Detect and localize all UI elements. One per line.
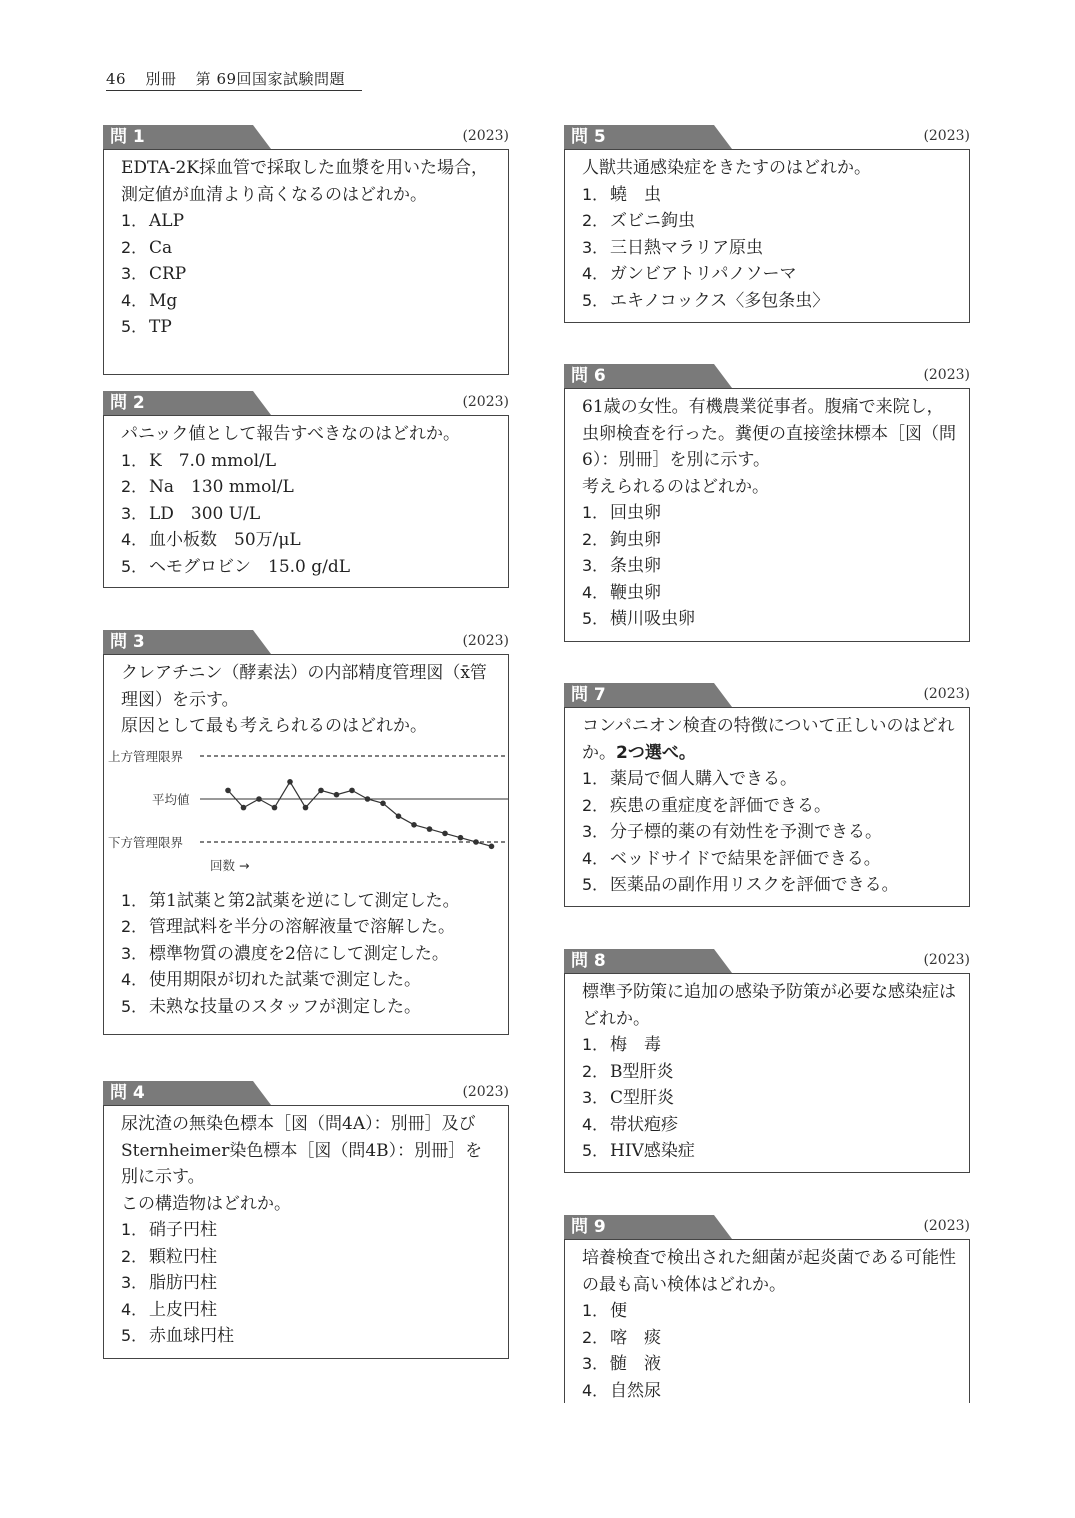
answer-option-1[interactable]: 1． 第1試薬と第2試薬を逆にして測定した。 [121, 890, 460, 911]
answer-option-2[interactable]: 2． Na 130 mmol/L [121, 477, 294, 497]
data-point-4 [272, 804, 278, 810]
question-year: (2023) [923, 128, 970, 144]
question-label: 問 7 [571, 685, 606, 705]
question-year: (2023) [923, 367, 970, 383]
header-section: 別冊 [145, 70, 177, 88]
answer-option-2[interactable]: 2． 鉤虫卵 [582, 529, 661, 550]
answer-option-3[interactable]: 3． 条虫卵 [582, 556, 661, 576]
answer-option-1[interactable]: 1． K 7.0 mmol/L [121, 450, 277, 471]
answer-option-4[interactable]: 4． 帯状疱疹 [582, 1114, 678, 1135]
data-point-10 [365, 796, 371, 802]
answer-option-1[interactable]: 1． 便 [582, 1301, 627, 1321]
question-stem-line-2: この構造物はどれか。 [121, 1193, 291, 1214]
answer-option-4[interactable]: 4． ガンビアトリパノソーマ [582, 264, 797, 284]
data-point-1 [225, 787, 231, 793]
question-body [564, 1239, 970, 1403]
question-stem: 標準予防策に追加の感染予防策が必要な感染症はどれか。 [582, 982, 956, 1029]
data-point-17 [473, 839, 479, 845]
answer-option-5[interactable]: 5． 横川吸虫卵 [582, 609, 695, 629]
question-header [564, 683, 970, 707]
data-point-11 [380, 800, 386, 806]
question-stem: クレアチニン（酵素法）の内部精度管理図（x̄管理図）を示す。 [121, 663, 487, 710]
question-header [564, 1215, 970, 1239]
answer-option-3[interactable]: 3． 標準物質の濃度を2倍にして測定した。 [121, 943, 449, 964]
data-point-15 [442, 830, 448, 836]
answer-option-4[interactable]: 4． ベッドサイドで結果を評価できる。 [582, 848, 881, 869]
data-point-5 [287, 779, 293, 785]
question-label: 問 3 [110, 632, 145, 652]
answer-option-4[interactable]: 4． 自然尿 [582, 1380, 661, 1401]
upper-limit-label: 上方管理限界 [108, 748, 184, 764]
data-point-18 [489, 843, 495, 849]
question-6 [564, 364, 970, 642]
question-year: (2023) [462, 633, 509, 649]
answer-option-5[interactable]: 5． 未熟な技量のスタッフが測定した。 [121, 996, 421, 1017]
question-stem-line-2: 原因として最も考えられるのはどれか。 [121, 716, 427, 736]
data-point-13 [411, 822, 417, 828]
question-body [103, 415, 509, 588]
data-point-14 [427, 826, 433, 832]
x-axis-label: 回数 → [210, 857, 250, 873]
question-8 [564, 949, 970, 1173]
answer-option-2[interactable]: 2． B型肝炎 [582, 1061, 674, 1082]
series-line [228, 781, 492, 846]
answer-option-4[interactable]: 4． 使用期限が切れた試薬で測定した。 [121, 970, 421, 990]
question-header [564, 364, 970, 388]
control-chart-svg [104, 748, 508, 880]
answer-option-4[interactable]: 4． Mg [121, 290, 178, 311]
question-body [564, 388, 970, 642]
data-points [225, 779, 494, 849]
question-header [103, 125, 509, 149]
question-year: (2023) [923, 1218, 970, 1234]
question-year: (2023) [923, 952, 970, 968]
question-5 [564, 125, 970, 323]
answer-option-2[interactable]: 2． 疾患の重症度を評価できる。 [582, 795, 831, 816]
question-stem-line-2: 考えられるのはどれか。 [582, 476, 769, 497]
data-point-3 [256, 796, 262, 802]
answer-option-5[interactable]: 5． 赤血球円柱 [121, 1326, 234, 1346]
answer-option-1[interactable]: 1． 硝子円柱 [121, 1220, 217, 1240]
answer-option-1[interactable]: 1． 薬局で個人購入できる。 [582, 769, 797, 789]
question-header [564, 949, 970, 973]
control-chart [104, 748, 508, 880]
select-two-instruction: 2つ選べ。 [616, 742, 696, 763]
question-stem: 人獣共通感染症をきたすのはどれか。 [582, 158, 871, 178]
answer-option-1[interactable]: 1． 蟯 虫 [582, 184, 661, 205]
answer-option-5[interactable]: 5． ヘモグロビン 15.0 g/dL [121, 556, 351, 577]
answer-option-3[interactable]: 3． 分子標的薬の有効性を予測できる。 [582, 822, 882, 842]
question-stem: EDTA-2K採血管で採取した血漿を用いた場合，測定値が血清より高くなるのはどれか。 [121, 158, 488, 205]
answer-option-3[interactable]: 3． 脂肪円柱 [121, 1273, 217, 1293]
question-body [564, 973, 970, 1173]
question-1 [103, 125, 509, 375]
question-year: (2023) [462, 128, 509, 144]
answer-option-3[interactable]: 3． LD 300 U/L [121, 503, 261, 524]
question-7 [564, 683, 970, 907]
data-point-9 [349, 787, 355, 793]
answer-option-4[interactable]: 4． 血小板数 50万/μL [121, 530, 301, 550]
answer-option-5[interactable]: 5． HIV感染症 [582, 1141, 695, 1161]
question-year: (2023) [923, 686, 970, 702]
data-point-6 [303, 804, 309, 810]
answer-option-1[interactable]: 1． ALP [121, 211, 185, 231]
question-stem: 61歳の女性。有機農業従事者。腹痛で来院し，虫卵検査を行った。糞便の直接塗抹標本［図（問6）：別冊］を別に示す。 [582, 397, 956, 470]
question-label: 問 8 [571, 951, 606, 971]
data-point-12 [396, 813, 402, 819]
answer-option-2[interactable]: 2． 管理試料を半分の溶解液量で溶解した。 [121, 917, 455, 937]
header-title: 第 69回国家試験問題 [195, 70, 346, 88]
question-year: (2023) [462, 394, 509, 410]
answer-option-3[interactable]: 3． 髄 液 [582, 1354, 661, 1374]
answer-option-1[interactable]: 1． 回虫卵 [582, 503, 661, 523]
question-3 [103, 630, 509, 1035]
question-body [103, 1105, 509, 1359]
question-label: 問 4 [110, 1083, 145, 1103]
question-stem [582, 713, 959, 766]
question-header [103, 630, 509, 654]
question-header [103, 391, 509, 415]
answer-option-2[interactable]: 2． ズビニ鉤虫 [582, 211, 695, 231]
question-4 [103, 1081, 509, 1359]
question-body [103, 149, 509, 375]
question-stem: 培養検査で検出された細菌が起炎菌である可能性の最も高い検体はどれか。 [582, 1248, 956, 1295]
question-year: (2023) [462, 1084, 509, 1100]
data-point-8 [334, 791, 340, 797]
answer-option-5[interactable]: 5． TP [121, 317, 172, 337]
question-stem: 尿沈渣の無染色標本［図（問4A）：別冊］及びSternheimer染色標本［図（問4B）：別冊］を別に示す。 [121, 1114, 483, 1187]
answer-option-5[interactable]: 5． 医薬品の副作用リスクを評価できる。 [582, 875, 899, 895]
answer-option-2[interactable]: 2． 喀 痰 [582, 1327, 661, 1348]
answer-option-3[interactable]: 3． CRP [121, 264, 187, 284]
data-point-16 [458, 834, 464, 840]
answer-option-2[interactable]: 2． Ca [121, 237, 173, 258]
answer-option-3[interactable]: 3． C型肝炎 [582, 1088, 675, 1108]
question-body [103, 654, 509, 1035]
data-point-2 [241, 804, 247, 810]
question-label: 問 6 [571, 366, 606, 386]
mean-label: 平均値 [152, 791, 190, 807]
question-header [103, 1081, 509, 1105]
lower-limit-label: 下方管理限界 [108, 834, 184, 850]
question-9 [564, 1215, 970, 1403]
page-header [106, 68, 362, 91]
question-2 [103, 391, 509, 588]
question-label: 問 1 [110, 127, 145, 147]
data-point-7 [318, 787, 324, 793]
answer-option-5[interactable]: 5． エキノコックス〈多包条虫〉 [582, 290, 830, 311]
answer-option-4[interactable]: 4． 鞭虫卵 [582, 582, 661, 603]
question-stem-text: コンパニオン検査の特徴について正しいのはどれか。 [582, 716, 955, 763]
question-label: 問 9 [571, 1217, 606, 1237]
answer-option-2[interactable]: 2． 顆粒円柱 [121, 1246, 217, 1267]
question-body [564, 149, 970, 323]
page-number: 46 [106, 70, 127, 88]
question-label: 問 2 [110, 393, 145, 413]
question-label: 問 5 [571, 127, 606, 147]
question-stem: パニック値として報告すべきなのはどれか。 [121, 424, 460, 444]
question-header [564, 125, 970, 149]
answer-option-4[interactable]: 4． 上皮円柱 [121, 1299, 217, 1320]
question-body [564, 707, 970, 907]
answer-option-3[interactable]: 3． 三日熱マラリア原虫 [582, 237, 763, 258]
answer-option-1[interactable]: 1． 梅 毒 [582, 1035, 661, 1055]
